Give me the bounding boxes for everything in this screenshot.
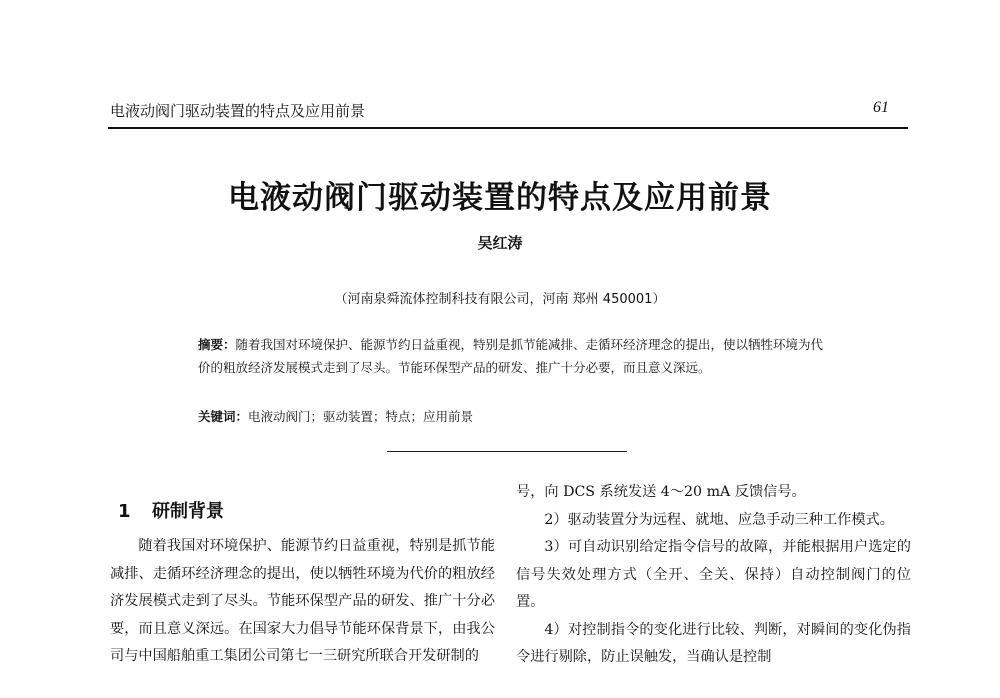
keywords-label: 关键词：	[198, 409, 249, 424]
keywords	[198, 407, 826, 425]
body-paragraph: 随着我国对环境保护、能源节约日益重视，特别是抓节能减排、走循环经济理念的提出，使以牺牲环境为代价的粗放经济发展模式走到了尽头。节能环保型产品的研发、推广十分必要，而且意义深远。在国家大力倡导节能环保背景下，由我公司与中国船舶重工集团公司第七一三研究所联合开发研制的	[110, 538, 495, 664]
article-title: 电液动阀门驱动装置的特点及应用前景	[228, 180, 772, 216]
list-item-4: 4）对控制指令的变化进行比较、判断，对瞬间的变化伪指令进行剔除，防止误触发，当确认是控制	[516, 621, 911, 665]
keywords-text: 电液动阀门；驱动装置；特点；应用前景	[248, 409, 474, 424]
header-rule	[108, 127, 908, 129]
author: 吴红涛	[477, 234, 523, 252]
body-paragraph-continued: 号，向 DCS 系统发送 4～20 mA 反馈信号。	[516, 484, 806, 500]
list-item-2: 2）驱动装置分为远程、就地、应急手动三种工作模式。	[544, 511, 894, 528]
affiliation: （河南泉舜流体控制科技有限公司，河南 郑州 450001）	[334, 292, 666, 307]
abstract	[198, 333, 826, 379]
abstract-divider	[387, 451, 627, 452]
abstract-text: 随着我国对环境保护、能源节约日益重视，特别是抓节能减排、走循环经济理念的提出，使以牺牲环境为代价的粗放经济发展模式走到了尽头。节能环保型产品的研发、推广十分必要，而且意义深远。	[198, 337, 824, 375]
running-title: 电液动阀门驱动装置的特点及应用前景	[110, 102, 366, 120]
page-number: 61	[873, 99, 889, 116]
list-item-3: 3）可自动识别给定指令信号的故障，并能根据用户选定的信号失效处理方式（全开、全关、保持）自动控制阀门的位置。	[516, 539, 911, 610]
abstract-label: 摘要：	[198, 337, 236, 352]
section-heading	[118, 497, 224, 523]
section-number: 1	[118, 501, 131, 522]
right-column	[516, 479, 911, 672]
left-column	[110, 533, 495, 671]
section-title: 研制背景	[152, 501, 224, 522]
